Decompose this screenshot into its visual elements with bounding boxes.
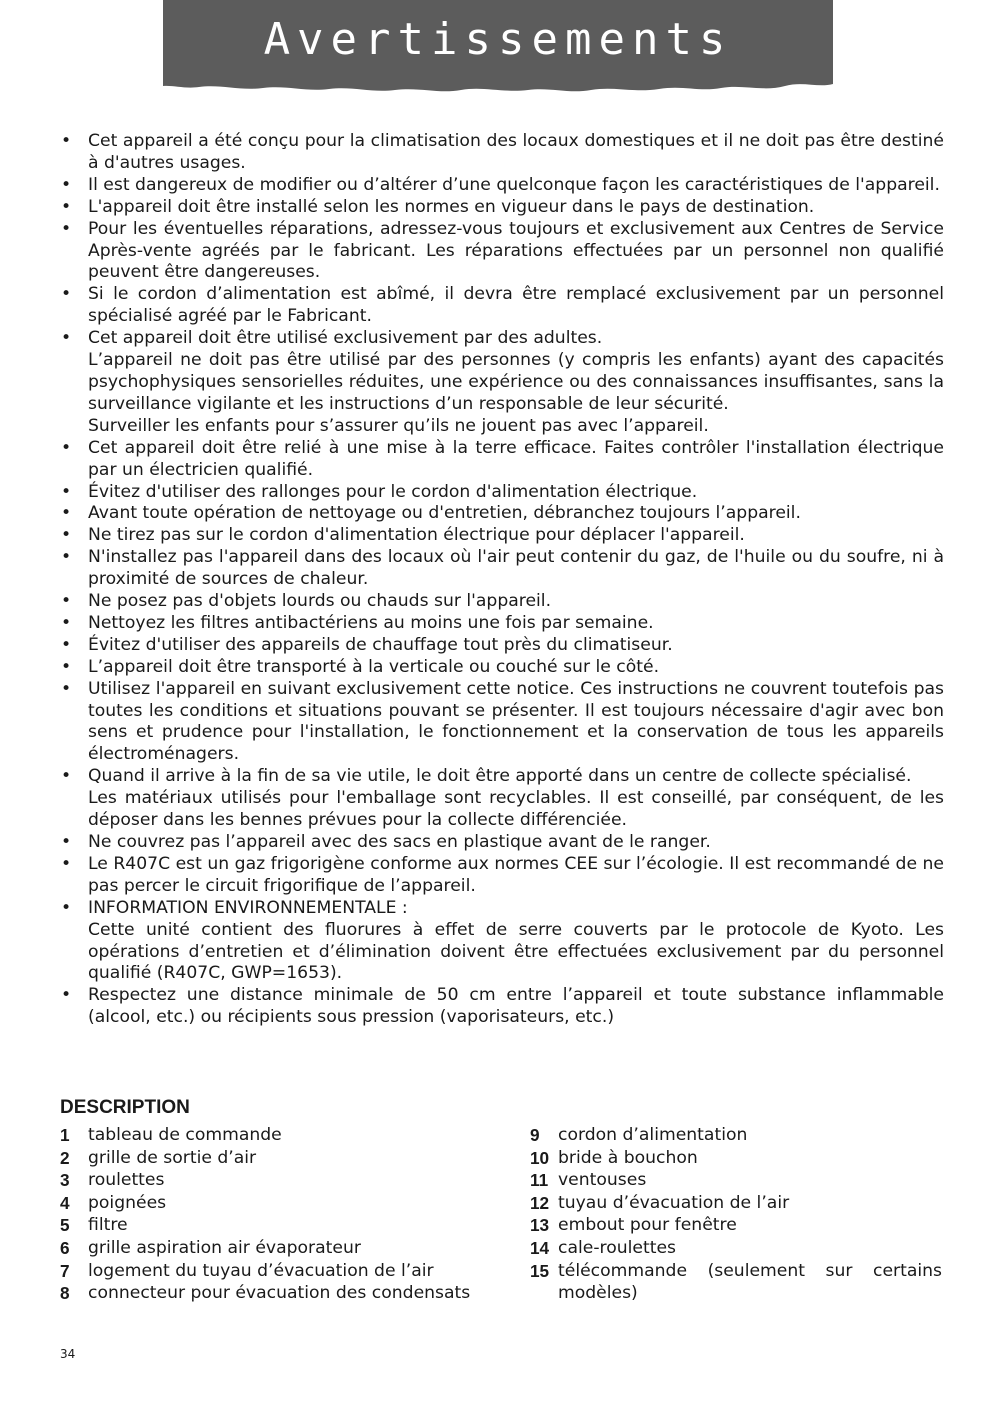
- bullet-icon: •: [61, 853, 72, 874]
- bullet-icon: •: [61, 437, 72, 458]
- description-heading: DESCRIPTION: [60, 1097, 190, 1118]
- item-number: 15: [530, 1260, 550, 1281]
- warning-text: Ne tirez pas sur le cordon d'alimentation électrique pour déplacer l'appareil.: [88, 525, 745, 546]
- page-title: Avertissements: [263, 14, 733, 65]
- description-item: [530, 1260, 942, 1305]
- warning-text: Cet appareil a été conçu pour la climatisation des locaux domestiques et il ne doit pas être destiné à d'autres usages.: [88, 131, 944, 173]
- item-label: ventouses: [558, 1170, 647, 1191]
- bullet-icon: •: [61, 328, 72, 349]
- description-list-right: [530, 1124, 942, 1305]
- bullet-icon: •: [61, 525, 72, 546]
- description-list-left: [60, 1124, 472, 1305]
- item-number: 4: [60, 1192, 70, 1213]
- warning-item: [60, 766, 944, 832]
- warning-item: [60, 613, 944, 635]
- item-label: cale-roulettes: [558, 1237, 676, 1258]
- bullet-icon: •: [61, 591, 72, 612]
- bullet-icon: •: [61, 218, 72, 239]
- warning-text: Le R407C est un gaz frigorigène conforme aux normes CEE sur l’écologie. Il est recommandé de ne pas percer le circuit frigorifique de l’appareil.: [88, 853, 944, 896]
- item-label: grille aspiration air évaporateur: [88, 1237, 361, 1258]
- warning-item: [60, 328, 944, 438]
- description-item: [530, 1237, 942, 1260]
- warning-item: [60, 591, 944, 613]
- warning-text: Il est dangereux de modifier ou d’altérer d’une quelconque façon les caractéristiques de l'appareil.: [88, 174, 940, 195]
- item-number: 3: [60, 1170, 70, 1191]
- warning-text: Avant toute opération de nettoyage ou d'entretien, débranchez toujours l’appareil.: [88, 503, 801, 524]
- warning-text: Cette unité contient des fluorures à effet de serre couverts par le protocole de Kyoto. Les opérations d’entretien et d’élimination doivent être effectuées exclusivement par du personnel qualifié (R407C, GWP=1653).: [88, 919, 944, 984]
- warning-text: Quand il arrive à la fin de sa vie utile, le doit être apporté dans un centre de collecte spécialisé.: [88, 766, 912, 787]
- warning-text: Surveiller les enfants pour s’assurer qu’ils ne jouent pas avec l’appareil.: [88, 415, 709, 436]
- description-item: [60, 1124, 472, 1147]
- item-label: poignées: [88, 1192, 167, 1213]
- item-number: 11: [530, 1170, 549, 1191]
- description-item: [60, 1147, 472, 1170]
- warning-text: Respectez une distance minimale de 50 cm entre l’appareil et toute substance inflammable (alcool, etc.) ou récipients sous pression (vaporisateurs, etc.): [88, 985, 944, 1028]
- item-number: 10: [530, 1147, 550, 1168]
- bullet-icon: •: [61, 284, 72, 305]
- description-item: [60, 1169, 472, 1192]
- warning-item: [60, 503, 944, 525]
- item-label: logement du tuyau d’évacuation de l’air: [88, 1260, 434, 1281]
- description-item: [530, 1192, 942, 1215]
- warning-text: Cet appareil doit être utilisé exclusivement par des adultes.: [88, 328, 603, 349]
- item-label: télécommande (seulement sur certains modèles): [558, 1260, 942, 1304]
- warning-text: INFORMATION ENVIRONNEMENTALE :: [88, 897, 408, 918]
- warning-text: L’appareil doit être transporté à la verticale ou couché sur le côté.: [88, 656, 660, 677]
- warning-text: Ne couvrez pas l’appareil avec des sacs en plastique avant de le ranger.: [88, 832, 711, 852]
- item-number: 7: [60, 1260, 70, 1281]
- description-item: [60, 1237, 472, 1260]
- description-item: [530, 1147, 942, 1170]
- bullet-icon: •: [61, 196, 72, 217]
- item-number: 13: [530, 1215, 550, 1236]
- description-item: [60, 1214, 472, 1237]
- item-label: tableau de commande: [88, 1125, 282, 1145]
- warning-item: [60, 525, 944, 547]
- bullet-icon: •: [61, 634, 72, 655]
- item-number: 5: [60, 1215, 70, 1236]
- warning-item: [60, 219, 944, 285]
- warning-item: [60, 832, 944, 854]
- warning-item: [60, 657, 944, 679]
- bullet-icon: •: [61, 174, 72, 195]
- description-item: [60, 1192, 472, 1215]
- warning-item: [60, 284, 944, 328]
- item-number: 14: [530, 1237, 550, 1258]
- warning-text: Si le cordon d’alimentation est abîmé, il devra être remplacé exclusivement par un personnel spécialisé agréé par le Fabricant.: [88, 284, 944, 327]
- item-label: grille de sortie d’air: [88, 1147, 257, 1168]
- page-number: 34: [60, 1347, 76, 1361]
- bullet-icon: •: [61, 766, 72, 787]
- warning-text: Utilisez l'appareil en suivant exclusivement cette notice. Ces instructions ne couvrent toutefois pas toutes les conditions et situations pouvant se présenter. Il est toujours nécessaire d'agir avec bon sens et prudence pour l'installation, le fonctionnement et la conservation de tous les appareils électroménagers.: [88, 678, 944, 765]
- warning-item: [60, 679, 944, 767]
- warning-item: [60, 197, 944, 219]
- item-number: 1: [60, 1125, 70, 1145]
- item-number: 12: [530, 1192, 550, 1213]
- description-item: [530, 1169, 942, 1192]
- warning-text: Pour les éventuelles réparations, adressez-vous toujours et exclusivement aux Centres de Service Après-vente agréés par le fabricant. Les réparations effectuées par un personnel non qualifié peuvent être dangereuses.: [88, 218, 944, 283]
- item-number: 9: [530, 1125, 540, 1145]
- warning-text: L’appareil ne doit pas être utilisé par des personnes (y compris les enfants) ayant des capacités psychophysiques sensorielles réduites, une expérience ou des connaissances insuffisantes, sans la surveillance vigilante et les instructions d’un responsable de leur sécurité.: [88, 350, 944, 414]
- bullet-icon: •: [61, 481, 72, 502]
- item-label: cordon d’alimentation: [558, 1125, 748, 1145]
- warnings-list: [60, 131, 944, 1029]
- warning-item: [60, 854, 944, 898]
- item-label: connecteur pour évacuation des condensats: [88, 1283, 471, 1304]
- header-banner: [163, 0, 833, 100]
- description-item: [60, 1260, 472, 1283]
- item-label: tuyau d’évacuation de l’air: [558, 1192, 790, 1213]
- item-label: roulettes: [88, 1170, 165, 1191]
- warning-item: [60, 985, 944, 1029]
- description-item: [530, 1124, 942, 1147]
- bullet-icon: •: [61, 985, 72, 1006]
- warning-text: Évitez d'utiliser des appareils de chauffage tout près du climatiseur.: [88, 634, 673, 655]
- bullet-icon: •: [61, 503, 72, 524]
- warning-text: Ne posez pas d'objets lourds ou chauds sur l'appareil.: [88, 591, 552, 612]
- warning-text: L'appareil doit être installé selon les normes en vigueur dans le pays de destination.: [88, 196, 815, 217]
- warning-text: Évitez d'utiliser des rallonges pour le cordon d'alimentation électrique.: [88, 481, 698, 502]
- item-number: 2: [60, 1147, 70, 1168]
- warning-item: [60, 635, 944, 657]
- warning-item: [60, 898, 944, 986]
- warning-item: [60, 175, 944, 197]
- item-number: 6: [60, 1237, 70, 1258]
- warning-text: Les matériaux utilisés pour l'emballage sont recyclables. Il est conseillé, par conséquent, de les déposer dans les bennes prévues pour la collecte différenciée.: [88, 788, 944, 831]
- bullet-icon: •: [61, 131, 72, 151]
- bullet-icon: •: [61, 832, 72, 852]
- item-label: filtre: [88, 1215, 128, 1236]
- warning-text: Cet appareil doit être relié à une mise à la terre efficace. Faites contrôler l'installation électrique par un électricien qualifié.: [88, 437, 944, 480]
- bullet-icon: •: [61, 612, 72, 633]
- bullet-icon: •: [61, 547, 72, 568]
- item-label: embout pour fenêtre: [558, 1215, 737, 1236]
- bullet-icon: •: [61, 678, 72, 699]
- item-label: bride à bouchon: [558, 1147, 698, 1168]
- warning-text: N'installez pas l'appareil dans des locaux où l'air peut contenir du gaz, de l'huile ou du soufre, ni à proximité de sources de chaleur.: [88, 547, 944, 590]
- bullet-icon: •: [61, 897, 72, 918]
- item-number: 8: [60, 1283, 70, 1304]
- warning-item: [60, 547, 944, 591]
- description-item: [530, 1214, 942, 1237]
- warning-item: [60, 482, 944, 504]
- description-item: [60, 1282, 472, 1305]
- warning-text: Nettoyez les filtres antibactériens au moins une fois par semaine.: [88, 612, 654, 633]
- warning-item: [60, 438, 944, 482]
- warning-item: [60, 131, 944, 175]
- bullet-icon: •: [61, 656, 72, 677]
